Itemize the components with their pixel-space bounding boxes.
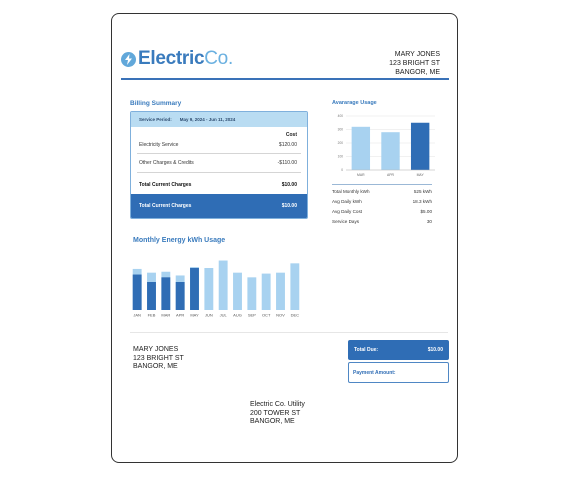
stat-row: [332, 216, 432, 226]
stat-row: [332, 196, 432, 206]
monthly-bar-dark: [133, 275, 142, 310]
charge-label: Other Charges & Credits: [139, 160, 194, 166]
lightning-bolt-icon: [121, 52, 136, 67]
stat-value: 18.3 kWh: [412, 198, 432, 204]
header-divider: [121, 78, 449, 80]
monthly-usage-title: Monthly Energy kWh Usage: [133, 237, 226, 244]
billing-summary-title: Billing Summary: [130, 100, 182, 107]
utility-city: BANGOR, ME: [250, 418, 295, 426]
monthly-bar-dark: [161, 277, 170, 310]
stub-customer-street: 123 BRIGHT ST: [133, 354, 184, 362]
payment-amount-label: Payment Amount:: [353, 369, 396, 376]
total-due-band: [348, 340, 449, 360]
section-divider: [130, 332, 448, 333]
billing-summary-box: [130, 111, 308, 219]
row-divider: [137, 153, 301, 154]
service-period-label: Service Period:: [139, 117, 172, 122]
stub-customer-name: MARY JONES: [133, 346, 179, 353]
customer-name: MARY JONES: [394, 51, 440, 58]
monthly-bar-light: [290, 263, 299, 310]
logo-text: Electric: [138, 48, 205, 69]
stub-customer-address: [133, 346, 184, 372]
monthly-bar-light: [247, 277, 256, 310]
total-due-value: $10.00: [427, 347, 443, 353]
total-due-label: Total Due:: [354, 347, 379, 353]
monthly-bar-light: [204, 268, 213, 310]
monthly-usage-chart: [128, 252, 304, 318]
logo-suffix: Co.: [204, 48, 233, 69]
stat-label: Service Days: [332, 218, 360, 224]
utility-street: 200 TOWER ST: [250, 409, 301, 417]
total-charges-row: [139, 182, 297, 188]
charge-label: Electricity Service: [139, 142, 179, 148]
band-value: $10.00: [281, 203, 297, 209]
usage-bar: [381, 132, 399, 170]
y-tick-label: 0: [341, 168, 343, 173]
usage-bar: [411, 123, 429, 170]
charge-row: [139, 142, 297, 148]
x-tick-label: MAR: [161, 312, 171, 318]
stub-customer-city: BANGOR, ME: [133, 363, 178, 371]
y-tick-label: 400: [337, 114, 343, 119]
customer-street: 123 BRIGHT ST: [389, 60, 440, 67]
band-label: Total Current Charges: [139, 203, 192, 209]
bill-document: [111, 13, 458, 463]
y-tick-label: 100: [337, 154, 343, 159]
stat-label: Total Monthly kWh: [332, 188, 370, 194]
monthly-bar-light: [219, 261, 228, 310]
x-tick-label: AUG: [233, 312, 242, 318]
x-tick-label: JAN: [133, 312, 141, 318]
x-tick-label: MAY: [416, 173, 424, 177]
usage-bar: [352, 127, 370, 170]
x-tick-label: APR: [176, 312, 185, 318]
service-period: [131, 112, 307, 127]
average-usage-title: Avararage Usage: [332, 100, 377, 106]
stat-value: 30: [426, 218, 432, 224]
y-tick-label: 200: [337, 141, 343, 146]
charge-row: [139, 160, 297, 166]
total-charges-value: $10.00: [281, 182, 297, 188]
charge-value: -$110.00: [277, 160, 297, 166]
total-charges-label: Total Current Charges: [139, 182, 192, 188]
customer-address-header: [389, 50, 440, 77]
average-usage-chart: [332, 112, 437, 180]
cost-column-header: Cost: [285, 132, 297, 138]
x-tick-label: MAY: [190, 312, 199, 318]
stat-value: 525 kWh: [413, 188, 432, 194]
monthly-bar-light: [262, 274, 271, 310]
utility-address: [250, 401, 305, 427]
x-tick-label: JUN: [204, 312, 213, 318]
monthly-bar-dark: [190, 268, 199, 310]
x-tick-label: OCT: [261, 312, 271, 318]
total-charges-band: [131, 194, 307, 218]
payment-amount-field[interactable]: [348, 362, 449, 383]
payment-box: [348, 340, 449, 384]
charge-value: $120.00: [278, 142, 297, 148]
stats-top-rule: [332, 184, 432, 185]
stat-row: [332, 186, 432, 196]
service-period-value: May 9, 2024 - Jun 11, 2024: [179, 117, 236, 122]
x-tick-label: JUL: [219, 312, 227, 318]
monthly-bar-light: [276, 273, 285, 310]
stat-label: Avg Daily kWh: [332, 198, 362, 204]
x-tick-label: MAR: [357, 173, 365, 177]
stat-value: $5.00: [420, 208, 432, 214]
row-divider: [137, 172, 301, 173]
y-tick-label: 300: [337, 127, 343, 132]
x-tick-label: SEP: [247, 312, 256, 318]
monthly-bar-light: [233, 273, 242, 310]
monthly-bar-dark: [176, 282, 185, 310]
stat-label: Avg Daily Cost: [332, 208, 363, 214]
x-tick-label: APR: [387, 173, 394, 177]
stat-row: [332, 206, 432, 216]
usage-stats-table: [332, 184, 432, 226]
x-tick-label: FEB: [147, 312, 156, 318]
x-tick-label: DEC: [290, 312, 300, 318]
monthly-bar-dark: [147, 282, 156, 310]
utility-name: Electric Co. Utility: [250, 401, 305, 408]
x-tick-label: NOV: [276, 312, 285, 318]
electric-co-logo: [121, 48, 233, 70]
customer-city: BANGOR, ME: [395, 69, 440, 76]
